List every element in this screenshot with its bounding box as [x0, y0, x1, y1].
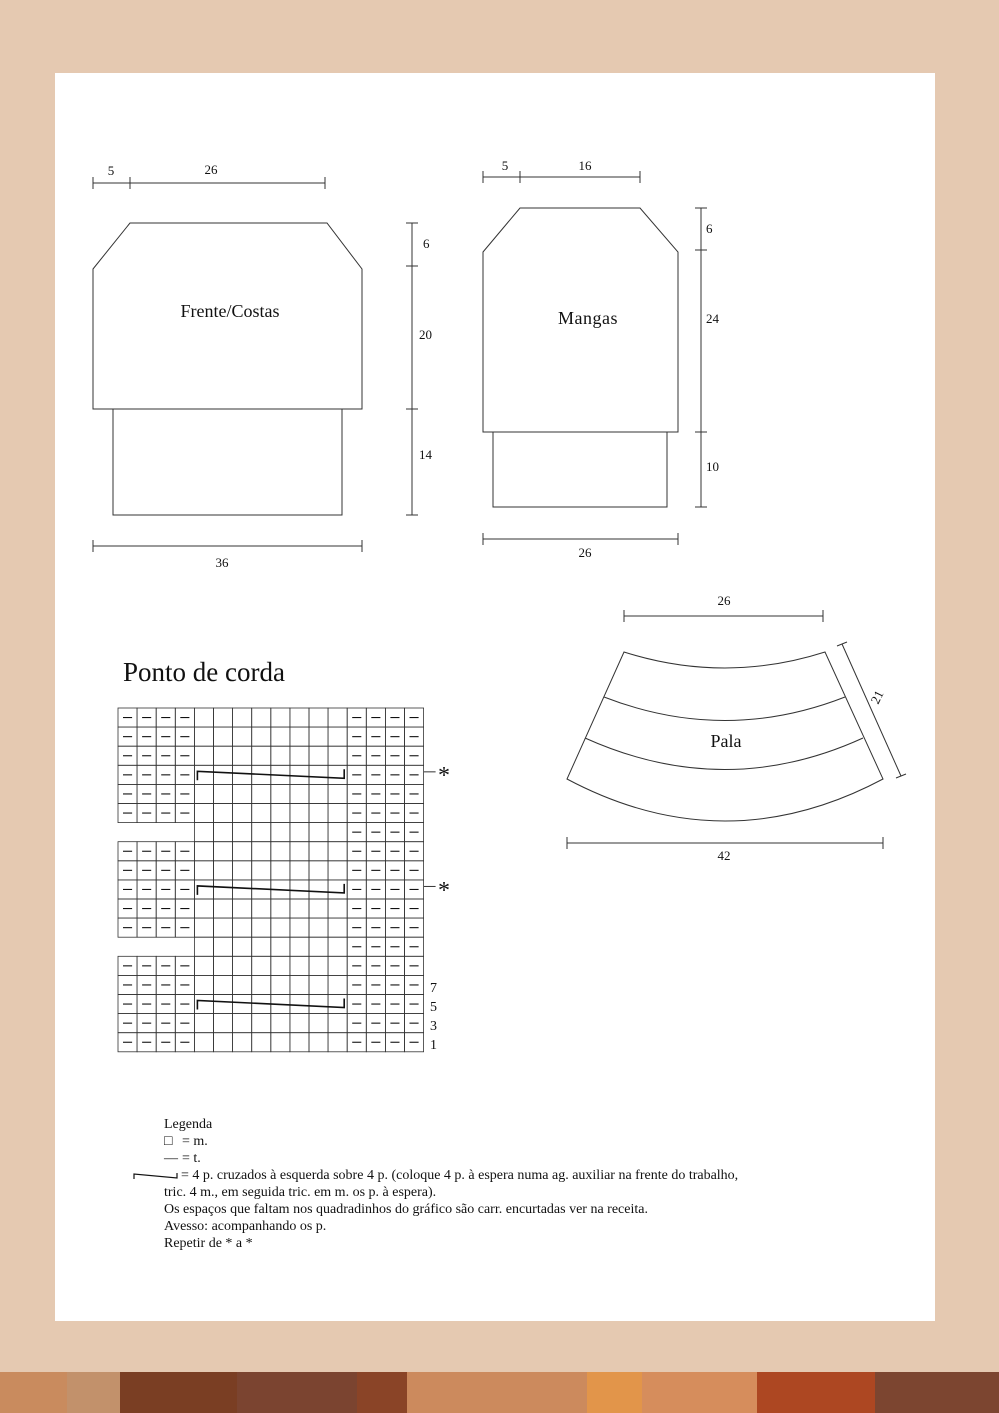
front-back-dim-side-3: 14: [419, 447, 432, 462]
chart-cell: [252, 956, 271, 975]
chart-cell: [290, 956, 309, 975]
chart-cell: [194, 918, 213, 937]
chart-cell: [309, 861, 328, 880]
color-swatch: [407, 1372, 587, 1413]
chart-cell: [252, 784, 271, 803]
chart-cell: [290, 784, 309, 803]
chart-cell: [233, 823, 252, 842]
chart-cell: [214, 899, 233, 918]
yoke-label: Pala: [710, 731, 742, 751]
chart-cell: [233, 842, 252, 861]
chart-cell: [214, 804, 233, 823]
chart-cell: [214, 842, 233, 861]
sleeves-dim-side-2: 24: [706, 311, 719, 326]
chart-cell: [328, 899, 347, 918]
chart-cell: [194, 861, 213, 880]
chart-cell: [214, 746, 233, 765]
color-swatch: [642, 1372, 757, 1413]
chart-cell: [309, 937, 328, 956]
chart-cell: [309, 899, 328, 918]
chart-cell: [194, 937, 213, 956]
color-swatch: [757, 1372, 875, 1413]
sleeves-dim-side-3: 10: [706, 459, 719, 474]
chart-cell: [194, 804, 213, 823]
chart-cell: [271, 708, 290, 727]
chart-cell: [271, 727, 290, 746]
chart-cell: [214, 918, 233, 937]
chart-cell: [252, 804, 271, 823]
chart-cell: [290, 918, 309, 937]
chart-cell: [328, 784, 347, 803]
chart-cell: [214, 1033, 233, 1052]
chart-cell: [328, 937, 347, 956]
chart-cell: [309, 956, 328, 975]
chart-cell: [290, 746, 309, 765]
chart-cell: [194, 899, 213, 918]
yoke-dim-bottom: 42: [717, 848, 731, 863]
chart-cell: [271, 746, 290, 765]
sleeves-label: Mangas: [558, 308, 618, 328]
chart-cell: [233, 1014, 252, 1033]
chart-cell: [328, 746, 347, 765]
front-back-dim-bottom: 36: [215, 555, 229, 570]
chart-cell: [309, 918, 328, 937]
knit-square-icon: □: [164, 1134, 173, 1149]
chart-cell: [290, 842, 309, 861]
chart-cell: [271, 1014, 290, 1033]
chart-cell: [328, 1033, 347, 1052]
front-back-label: Frente/Costas: [180, 301, 280, 321]
color-swatch: [120, 1372, 237, 1413]
chart-cell: [194, 956, 213, 975]
chart-cell: [290, 995, 309, 1014]
chart-cell: [233, 727, 252, 746]
color-swatch: [0, 1372, 67, 1413]
legend-line-3: Avesso: acompanhando os p.: [164, 1219, 327, 1234]
chart-cell: [328, 823, 347, 842]
chart-cell: [309, 746, 328, 765]
chart-cell: [194, 823, 213, 842]
chart-cell: [233, 880, 252, 899]
chart-cell: [252, 746, 271, 765]
chart-cell: [252, 899, 271, 918]
chart-cell: [328, 1014, 347, 1033]
yoke-dim-side: 21: [867, 687, 887, 707]
chart-cell: [328, 956, 347, 975]
legend-line-2: Os espaços que faltam nos quadradinhos do gráfico são carr. encurtadas ver na receita.: [164, 1202, 648, 1217]
cable-cross-icon: [133, 1170, 181, 1182]
stitch-chart: [118, 708, 436, 1052]
chart-cell: [290, 708, 309, 727]
legend-item-knit: □ = m.: [164, 1134, 208, 1149]
front-back-dim-top-right: 26: [204, 162, 218, 177]
chart-cell: [290, 765, 309, 784]
chart-cell: [233, 899, 252, 918]
chart-cell: [328, 975, 347, 994]
chart-cell: [252, 727, 271, 746]
chart-cell: [214, 727, 233, 746]
chart-row-number-7: 7: [430, 981, 437, 996]
chart-cell: [252, 1014, 271, 1033]
chart-cell: [233, 956, 252, 975]
color-swatch: [357, 1372, 407, 1413]
chart-cell: [309, 995, 328, 1014]
chart-cell: [214, 880, 233, 899]
chart-cell: [290, 1033, 309, 1052]
chart-cell: [290, 975, 309, 994]
chart-cell: [214, 975, 233, 994]
chart-cell: [309, 784, 328, 803]
chart-cell: [271, 1033, 290, 1052]
chart-cell: [252, 842, 271, 861]
chart-title: Ponto de corda: [123, 657, 285, 687]
chart-cell: [309, 804, 328, 823]
legend-item-cable: = 4 p. cruzados à esquerda sobre 4 p. (coloque 4 p. à espera numa ag. auxiliar na frente do trabalho,: [133, 1167, 738, 1184]
chart-cell: [233, 1033, 252, 1052]
chart-cell: [328, 861, 347, 880]
sleeves-dim-top-left: 5: [501, 158, 509, 173]
chart-cell: [233, 995, 252, 1014]
front-back-dim-side-1: 6: [423, 236, 430, 251]
chart-cell: [214, 995, 233, 1014]
chart-cell: [194, 727, 213, 746]
chart-cell: [252, 823, 271, 842]
chart-cell: [328, 918, 347, 937]
chart-cell: [271, 918, 290, 937]
chart-cell: [233, 765, 252, 784]
chart-cell: [309, 1033, 328, 1052]
chart-cell: [214, 937, 233, 956]
chart-cell: [309, 975, 328, 994]
chart-cell: [252, 918, 271, 937]
chart-cell: [194, 975, 213, 994]
chart-cell: [233, 918, 252, 937]
chart-cell: [271, 861, 290, 880]
legend-item-purl: — = t.: [164, 1151, 201, 1166]
chart-cell: [328, 804, 347, 823]
chart-cell: [233, 708, 252, 727]
chart-cell: [233, 804, 252, 823]
sleeves-outline: [483, 208, 678, 507]
chart-cell: [271, 899, 290, 918]
chart-cell: [233, 975, 252, 994]
chart-cell: [309, 842, 328, 861]
chart-cell: [290, 937, 309, 956]
legend-title: Legenda: [164, 1117, 213, 1132]
chart-cell: [252, 1033, 271, 1052]
sleeves-dim-side-1: 6: [706, 221, 713, 236]
chart-cell: [290, 861, 309, 880]
chart-cell: [290, 823, 309, 842]
color-swatch: [237, 1372, 357, 1413]
chart-cell: [252, 861, 271, 880]
chart-cell: [233, 746, 252, 765]
chart-cell: [309, 823, 328, 842]
chart-cell: [214, 784, 233, 803]
chart-row-number-3: 3: [430, 1019, 437, 1034]
chart-cell: [214, 765, 233, 784]
chart-cell: [194, 708, 213, 727]
chart-cell: [309, 880, 328, 899]
chart-cell: [271, 842, 290, 861]
chart-cell: [214, 708, 233, 727]
front-back-dim-top-left: 5: [107, 163, 115, 178]
color-swatch: [587, 1372, 642, 1413]
chart-cell: [271, 937, 290, 956]
chart-cell: [233, 784, 252, 803]
chart-cell: [309, 727, 328, 746]
chart-cell: [271, 784, 290, 803]
chart-cell: [214, 861, 233, 880]
purl-dash-icon: —: [164, 1151, 178, 1166]
chart-cell: [271, 823, 290, 842]
chart-cell: [328, 708, 347, 727]
chart-cell: [233, 937, 252, 956]
legend: [164, 1116, 738, 1252]
legend-line-1: tric. 4 m., em seguida tric. em m. os p. à espera).: [164, 1185, 437, 1200]
chart-cell: [252, 937, 271, 956]
chart-cell: [271, 804, 290, 823]
chart-cell: [252, 975, 271, 994]
chart-cell: [271, 975, 290, 994]
repeat-marker-bottom: *: [438, 878, 450, 904]
chart-cell: [252, 708, 271, 727]
front-back-dim-side-2: 20: [419, 327, 432, 342]
color-swatch-strip: [0, 1372, 999, 1413]
chart-row-number-1: 1: [430, 1038, 437, 1053]
chart-cell: [214, 823, 233, 842]
color-swatch: [67, 1372, 120, 1413]
chart-cell: [290, 804, 309, 823]
chart-cell: [328, 842, 347, 861]
chart-cell: [194, 746, 213, 765]
sleeves-dim-bottom: 26: [578, 545, 592, 560]
yoke-dim-top: 26: [717, 593, 731, 608]
color-swatch: [875, 1372, 999, 1413]
chart-cell: [214, 1014, 233, 1033]
repeat-marker-top: *: [438, 763, 450, 789]
chart-cell: [309, 1014, 328, 1033]
chart-cell: [309, 765, 328, 784]
chart-cell: [290, 727, 309, 746]
front-back-outline: [93, 223, 362, 515]
chart-cell: [214, 956, 233, 975]
chart-cell: [290, 899, 309, 918]
chart-cell: [233, 861, 252, 880]
sleeves-dim-top-right: 16: [578, 158, 592, 173]
chart-cell: [194, 784, 213, 803]
chart-cell: [290, 880, 309, 899]
chart-cell: [194, 1014, 213, 1033]
chart-cell: [309, 708, 328, 727]
chart-row-number-5: 5: [430, 1000, 437, 1015]
chart-cell: [271, 956, 290, 975]
chart-cell: [328, 727, 347, 746]
legend-line-4: Repetir de * a *: [164, 1236, 253, 1251]
chart-cell: [194, 1033, 213, 1052]
chart-cell: [290, 1014, 309, 1033]
chart-cell: [194, 842, 213, 861]
